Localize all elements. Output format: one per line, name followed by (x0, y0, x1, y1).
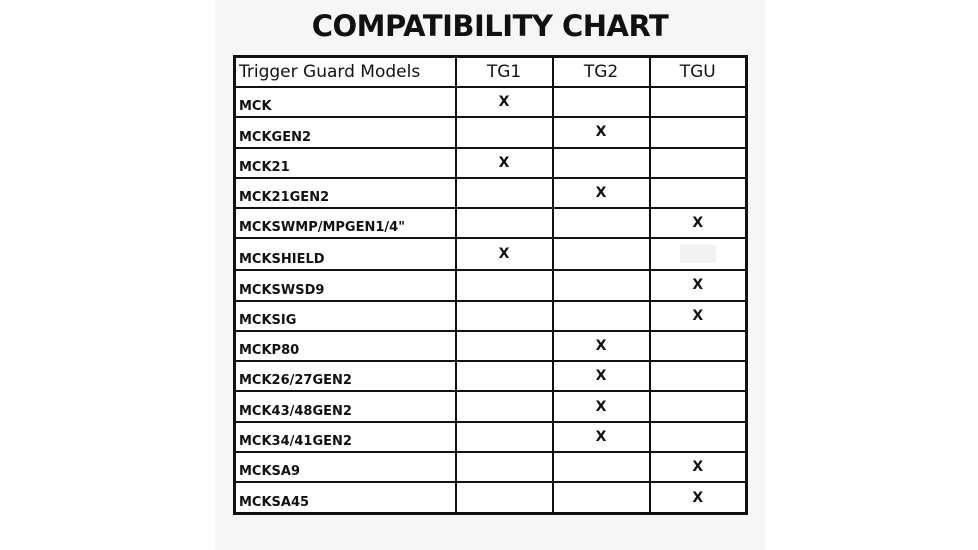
tg2-cell: X (553, 361, 650, 391)
tg2-cell (553, 270, 650, 300)
table-row (235, 331, 747, 361)
tg2-cell (553, 208, 650, 238)
tg1-cell (456, 422, 553, 452)
tgu-cell: X (650, 208, 747, 238)
chart-title: COMPATIBILITY CHART (311, 9, 669, 43)
tg2-cell (553, 87, 650, 117)
tgu-cell (650, 331, 747, 361)
model-cell: MCKSHIELD (235, 238, 456, 270)
tg2-cell: X (553, 422, 650, 452)
tgu-cell (650, 238, 747, 270)
model-cell: MCKSIG (235, 301, 456, 331)
tg1-cell (456, 391, 553, 421)
tgu-cell (650, 361, 747, 391)
model-cell: MCKSA9 (235, 452, 456, 482)
model-cell: MCK21 (235, 148, 456, 178)
tgu-cell: X (650, 452, 747, 482)
tg1-cell (456, 482, 553, 513)
compatibility-table (233, 55, 748, 515)
tg1-cell (456, 178, 553, 208)
table-row (235, 482, 747, 513)
table-row (235, 117, 747, 147)
column-header-models: Trigger Guard Models (235, 57, 456, 88)
tgu-cell (650, 148, 747, 178)
tgu-cell (650, 87, 747, 117)
header-row (235, 57, 747, 88)
faint-patch (680, 245, 716, 263)
table-row (235, 361, 747, 391)
tg1-cell (456, 208, 553, 238)
model-cell: MCKSWSD9 (235, 270, 456, 300)
tgu-cell (650, 117, 747, 147)
table-body (235, 87, 747, 514)
tg2-cell: X (553, 391, 650, 421)
model-cell: MCKP80 (235, 331, 456, 361)
model-cell: MCK (235, 87, 456, 117)
tg1-cell (456, 117, 553, 147)
model-cell: MCKGEN2 (235, 117, 456, 147)
tg2-cell: X (553, 117, 650, 147)
column-header-tg2: TG2 (553, 57, 650, 88)
column-header-tg1: TG1 (456, 57, 553, 88)
model-cell: MCKSA45 (235, 482, 456, 513)
tg2-cell (553, 482, 650, 513)
tgu-cell: X (650, 301, 747, 331)
table-row (235, 148, 747, 178)
model-cell: MCK43/48GEN2 (235, 391, 456, 421)
table-row (235, 452, 747, 482)
table-row (235, 208, 747, 238)
tg2-cell: X (553, 331, 650, 361)
model-cell: MCK26/27GEN2 (235, 361, 456, 391)
tg1-cell (456, 361, 553, 391)
tg1-cell: X (456, 87, 553, 117)
table-row (235, 178, 747, 208)
tgu-cell: X (650, 482, 747, 513)
model-cell: MCKSWMP/MPGEN1/4" (235, 208, 456, 238)
tgu-cell (650, 178, 747, 208)
table-row (235, 270, 747, 300)
column-header-tgu: TGU (650, 57, 747, 88)
tg1-cell (456, 331, 553, 361)
tgu-cell (650, 422, 747, 452)
tg2-cell (553, 452, 650, 482)
model-cell: MCK34/41GEN2 (235, 422, 456, 452)
tg2-cell: X (553, 178, 650, 208)
tg1-cell (456, 301, 553, 331)
table-row (235, 391, 747, 421)
table-row (235, 87, 747, 117)
table-row (235, 301, 747, 331)
table-row (235, 422, 747, 452)
table-row (235, 238, 747, 270)
tg2-cell (553, 301, 650, 331)
tg1-cell: X (456, 238, 553, 270)
model-cell: MCK21GEN2 (235, 178, 456, 208)
tg1-cell (456, 270, 553, 300)
tgu-cell (650, 391, 747, 421)
tg2-cell (553, 148, 650, 178)
tgu-cell: X (650, 270, 747, 300)
tg1-cell (456, 452, 553, 482)
tg2-cell (553, 238, 650, 270)
tg1-cell: X (456, 148, 553, 178)
